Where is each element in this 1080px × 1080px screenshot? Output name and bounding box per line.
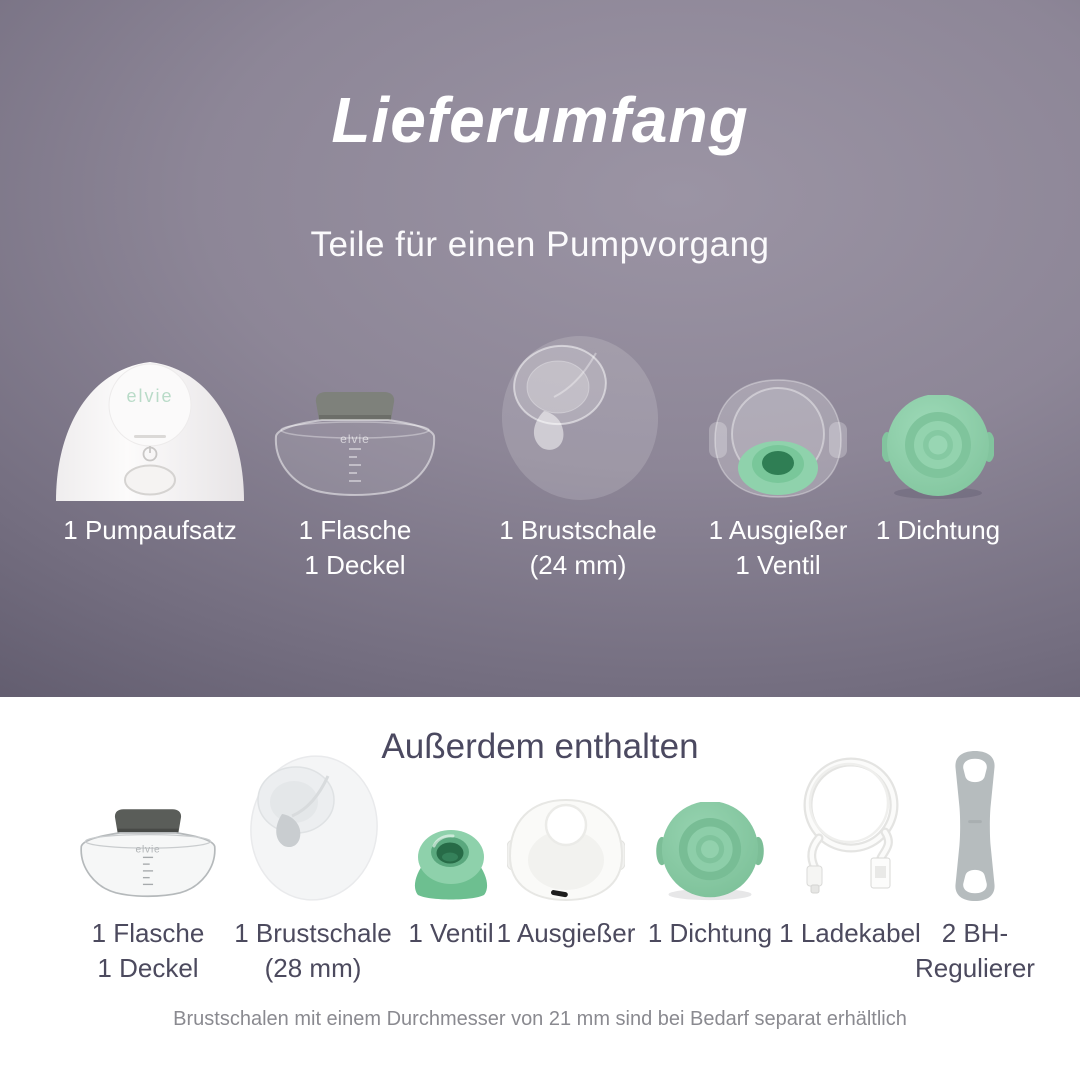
seal-icon: [656, 746, 764, 902]
item-label-line2: 1 Ventil: [735, 550, 821, 580]
kit-item-flasche-deckel: [250, 333, 460, 583]
item-label: [499, 513, 657, 583]
item-label-line1: 1 Brustschale: [499, 515, 657, 545]
spout-icon: [507, 746, 625, 902]
item-label-line1: 2 BH-: [941, 918, 1009, 948]
item-label: [876, 513, 1000, 548]
bottom-section-heading: Außerdem enthalten: [381, 727, 699, 766]
charging-cable-icon: [791, 746, 909, 902]
item-label-line1: 1 Pumpaufsatz: [63, 515, 237, 545]
item-label: [915, 916, 1035, 986]
bottle-brand-text: elvie: [340, 432, 370, 446]
kit-item-pumpaufsatz: [45, 333, 255, 548]
item-label: [408, 916, 493, 951]
item-label: [63, 513, 236, 548]
item-label-line1: 1 Dichtung: [647, 918, 773, 948]
item-label-line2: 1 Deckel: [304, 550, 406, 580]
item-label: [648, 916, 772, 951]
item-label: [234, 916, 392, 986]
item-label-line2: (24 mm): [529, 550, 627, 580]
item-label-line2: Regulierer: [915, 953, 1035, 983]
item-label: [709, 513, 848, 583]
item-label-line2: 1 Deckel: [97, 953, 199, 983]
pump-hub-icon: [50, 333, 250, 501]
item-label-line1: 1 Brustschale: [234, 918, 392, 948]
breast-shield-icon: [496, 333, 661, 501]
item-label-line1: 1 Ausgießer: [708, 515, 848, 545]
page-subtitle: Teile für einen Pumpvorgang: [310, 225, 770, 264]
item-label-line1: 1 Flasche: [91, 918, 205, 948]
kit-item-brustschale-28: [233, 746, 393, 986]
item-label-line1: 1 Dichtung: [875, 515, 1001, 545]
pump-hub-brand-text: elvie: [126, 386, 174, 406]
item-label-line1: 1 Flasche: [298, 515, 412, 545]
spout-valve-icon: [708, 333, 848, 501]
kit-item-ausgiesser: [486, 746, 646, 951]
bottle-icon: [72, 746, 224, 902]
item-label-line1: 1 Ladekabel: [779, 918, 921, 948]
page-title: Lieferumfang: [331, 84, 749, 156]
item-label: [299, 513, 412, 583]
item-label: [497, 916, 636, 951]
seal-icon: [882, 333, 994, 501]
item-label-line1: 1 Ausgießer: [496, 918, 636, 948]
bra-adjuster-icon: [948, 746, 1002, 902]
kit-item-dichtung: [833, 333, 1043, 548]
bottle-brand-text: elvie: [135, 844, 161, 856]
footer-note: Brustschalen mit einem Durchmesser von 21 mm sind bei Bedarf separat erhältlich: [173, 1008, 907, 1030]
bottle-icon: [265, 333, 445, 501]
valve-icon: [405, 746, 497, 902]
item-label-line2: (28 mm): [264, 953, 362, 983]
breast-shield-icon: [244, 746, 382, 902]
kit-item-bh-regulierer: [895, 746, 1055, 986]
kit-item-flasche-deckel-2: [68, 746, 228, 986]
kit-item-dichtung-2: [630, 746, 790, 951]
item-label: [92, 916, 205, 986]
kit-item-brustschale-24: [473, 333, 683, 583]
item-label-line1: 1 Ventil: [408, 918, 494, 948]
